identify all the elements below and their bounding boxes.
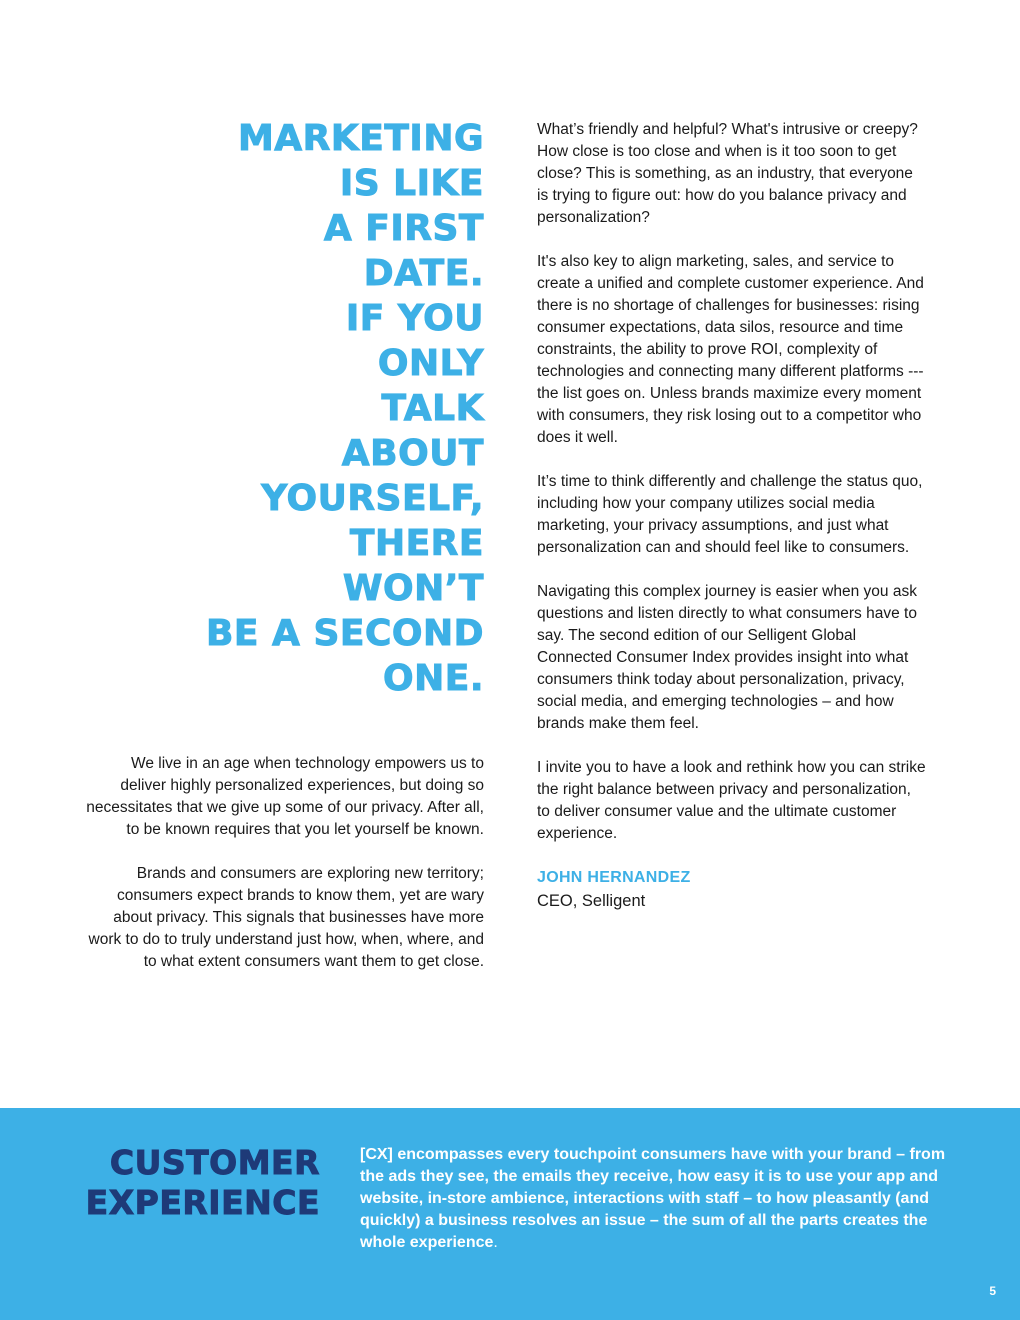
headline-line: A FIRST	[323, 208, 484, 249]
headline-line: ONE.	[383, 658, 484, 699]
body-paragraph: Brands and consumers are exploring new territory; consumers expect brands to know them, yet are wary about privacy. This signals that businesses have more work to do to truly understand just how, when, where, and to what extent consumers want them to get close.	[88, 865, 484, 970]
signature-name: JOHN HERNANDEZ	[537, 869, 691, 886]
headline-line: THERE	[349, 523, 484, 564]
cx-definition-text: encompasses every touchpoint consumers have with your brand – from the ads they see, the emails they receive, how easy it is to use your app and website, in-store ambience, interactions with staff – to how pleasantly (and quickly) a business resolves an issue – the sum of all the parts creates the whole experience	[360, 1146, 946, 1251]
customer-experience-heading	[20, 1143, 320, 1223]
body-paragraph: We live in an age when technology empowers us to deliver highly personalized experiences, but doing so necessitates that we give up some of our privacy. After all, to be known requires that you let yourself be known.	[86, 755, 484, 838]
signature-block	[537, 867, 927, 913]
customer-experience-definition	[360, 1144, 960, 1254]
cx-tag: [CX]	[360, 1146, 393, 1163]
headline-line: IS LIKE	[339, 163, 484, 204]
right-column-body	[537, 119, 927, 913]
headline-line: ABOUT	[341, 433, 484, 474]
left-column-body	[84, 753, 484, 973]
headline-line: TALK	[381, 388, 484, 429]
headline-line: YOURSELF,	[261, 478, 484, 519]
headline-line: WON’T	[342, 568, 484, 609]
cx-definition-end: .	[493, 1234, 498, 1251]
cx-heading-line: EXPERIENCE	[85, 1183, 320, 1222]
headline-line: IF YOU	[345, 298, 484, 339]
body-paragraph: It's also key to align marketing, sales, and service to create a unified and complete customer experience. And there is no shortage of challenges for businesses: rising consumer expectations, data silos, resource and time constraints, the ability to prove ROI, complexity of technologies and connecting many different platforms --- the list goes on. Unless brands maximize every moment with consumers, they risk losing out to a competitor who does it well.	[537, 253, 924, 446]
page-number: 5	[989, 1284, 996, 1298]
body-paragraph: Navigating this complex journey is easier when you ask questions and listen directly to what consumers have to say. The second edition of our Selligent Global Connected Consumer Index provides insight into what consumers think today about personalization, privacy, social media, and emerging technologies – and how brands make them feel.	[537, 583, 917, 732]
headline-line: DATE.	[363, 253, 484, 294]
pull-quote-headline	[64, 116, 484, 701]
signature-title: CEO, Selligent	[537, 892, 646, 910]
headline-line: MARKETING	[237, 118, 484, 159]
body-paragraph: I invite you to have a look and rethink how you can strike the right balance between privacy and personalization, to deliver consumer value and the ultimate customer experience.	[537, 759, 926, 842]
cx-heading-line: CUSTOMER	[109, 1143, 320, 1182]
body-paragraph: It’s time to think differently and challenge the status quo, including how your company utilizes social media marketing, your privacy assumptions, and just what personalization can and should feel like to consumers.	[537, 473, 923, 556]
body-paragraph: What’s friendly and helpful? What's intrusive or creepy? How close is too close and when is it too soon to get close? This is something, as an industry, that everyone is trying to figure out: how do you balance privacy and personalization?	[537, 121, 918, 226]
headline-line: BE A SECOND	[205, 613, 484, 654]
headline-line: ONLY	[377, 343, 484, 384]
